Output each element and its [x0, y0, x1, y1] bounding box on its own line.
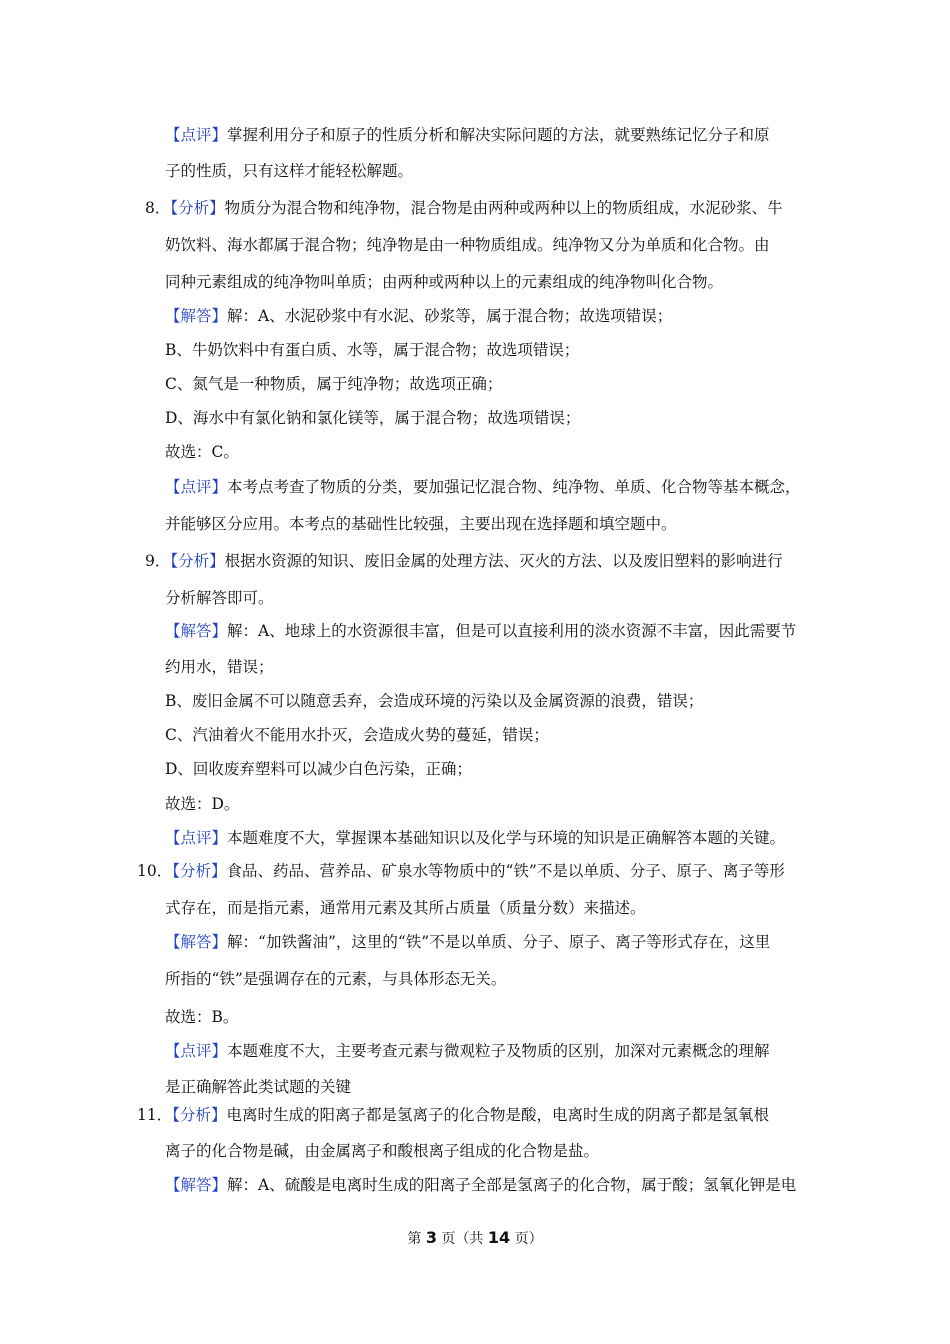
text-line — [165, 305, 672, 327]
page-footer — [0, 1228, 950, 1248]
line-text: 掌握利用分子和原子的性质分析和解决实际问题的方法，就要熟练记忆分子和原 — [227, 126, 770, 144]
section-tag: 【点评】 — [165, 126, 228, 144]
text-line — [165, 656, 274, 678]
text-line — [165, 124, 770, 146]
section-tag: 【解答】 — [165, 933, 228, 951]
line-text: 同种元素组成的纯净物叫单质；由两种或两种以上的元素组成的纯净物叫化合物。 — [165, 273, 724, 291]
text-line — [165, 897, 646, 919]
footer-total-pages: 14 — [487, 1228, 511, 1247]
text-line — [165, 587, 274, 609]
text-line — [137, 860, 785, 882]
text-line — [165, 373, 502, 395]
text-line — [165, 620, 796, 642]
text-line — [165, 1174, 796, 1196]
question-number: 8． — [145, 199, 171, 217]
line-text: 是正确解答此类试题的关键 — [165, 1078, 352, 1096]
section-tag: 【分析】 — [172, 862, 227, 880]
line-text: 故选：B。 — [165, 1008, 239, 1026]
line-text: 约用水，错误； — [165, 658, 274, 676]
footer-page-number: 3 — [425, 1228, 437, 1247]
text-line — [165, 407, 580, 429]
section-tag: 【分析】 — [172, 1106, 227, 1124]
line-text: 奶饮料、海水都属于混合物；纯净物是由一种物质组成。纯净物又分为单质和化合物。由 — [165, 236, 770, 254]
text-line — [165, 271, 723, 293]
section-tag: 【点评】 — [165, 1042, 228, 1060]
line-text: 食品、药品、营养品、矿泉水等物质中的“铁”不是以单质、分子、原子、离子等形 — [226, 862, 785, 880]
text-line — [165, 339, 579, 361]
line-text: D、海水中有氯化钠和氯化镁等，属于混合物；故选项错误； — [165, 409, 581, 427]
section-tag: 【解答】 — [165, 1176, 228, 1194]
text-line — [165, 827, 785, 849]
section-tag: 【解答】 — [165, 622, 228, 640]
line-text: 子的性质，只有这样才能轻松解题。 — [165, 162, 414, 180]
text-line — [165, 1006, 238, 1028]
line-text: 本考点考查了物质的分类，要加强记忆混合物、纯净物、单质、化合物等基本概念， — [227, 478, 801, 496]
text-line — [165, 931, 770, 953]
text-line — [165, 724, 549, 746]
line-text: 所指的“铁”是强调存在的元素，与具体形态无关。 — [165, 970, 507, 988]
line-text: 解：A、水泥砂浆中有水泥、砂浆等，属于混合物；故选项错误； — [227, 307, 673, 325]
line-text: 故选：C。 — [165, 443, 239, 461]
line-text: 解：A、地球上的水资源很丰富，但是可以直接利用的淡水资源不丰富，因此需要节 — [227, 622, 797, 640]
text-line — [165, 441, 239, 463]
section-tag: 【分析】 — [170, 552, 225, 570]
line-text: C、汽油着火不能用水扑灭，会造成火势的蔓延，错误； — [165, 726, 549, 744]
line-text: 并能够区分应用。本考点的基础性比较强，主要出现在选择题和填空题中。 — [165, 515, 677, 533]
line-text: 物质分为混合物和纯净物，混合物是由两种或两种以上的物质组成，水泥砂浆、牛 — [224, 199, 783, 217]
question-number: 9． — [145, 552, 171, 570]
text-line — [165, 690, 703, 712]
text-line — [145, 197, 783, 219]
text-line — [165, 1076, 351, 1098]
text-line — [165, 476, 801, 498]
text-line — [165, 1140, 599, 1162]
text-line — [165, 793, 239, 815]
line-text: 故选：D。 — [165, 795, 240, 813]
question-number: 10． — [137, 862, 173, 880]
line-text: B、牛奶饮料中有蛋白质、水等，属于混合物；故选项错误； — [165, 341, 580, 359]
text-line — [137, 1104, 769, 1126]
footer-middle: 页（共 — [436, 1231, 488, 1247]
text-line — [165, 1040, 770, 1062]
text-line — [165, 968, 506, 990]
line-text: 本题难度不大，掌握课本基础知识以及化学与环境的知识是正确解答本题的关键。 — [227, 829, 786, 847]
section-tag: 【点评】 — [165, 478, 228, 496]
line-text: 本题难度不大，主要考查元素与微观粒子及物质的区别，加深对元素概念的理解 — [227, 1042, 770, 1060]
line-text: 离子的化合物是碱，由金属离子和酸根离子组成的化合物是盐。 — [165, 1142, 600, 1160]
section-tag: 【解答】 — [165, 307, 228, 325]
footer-suffix: 页） — [510, 1231, 543, 1247]
line-text: B、废旧金属不可以随意丢弃，会造成环境的污染以及金属资源的浪费，错误； — [165, 692, 704, 710]
line-text: 根据水资源的知识、废旧金属的处理方法、灭火的方法、以及废旧塑料的影响进行 — [224, 552, 783, 570]
text-line — [145, 550, 783, 572]
line-text: 电离时生成的阳离子都是氢离子的化合物是酸，电离时生成的阴离子都是氢氧根 — [226, 1106, 770, 1124]
line-text: 解：“加铁酱油”，这里的“铁”不是以单质、分子、原子、离子等形式存在，这里 — [227, 933, 771, 951]
text-line — [165, 513, 677, 535]
text-line — [165, 758, 472, 780]
section-tag: 【点评】 — [165, 829, 228, 847]
text-line — [165, 160, 413, 182]
line-text: D、回收废弃塑料可以减少白色污染，正确； — [165, 760, 472, 778]
question-number: 11． — [137, 1106, 173, 1124]
line-text: 式存在，而是指元素，通常用元素及其所占质量（质量分数）来描述。 — [165, 899, 646, 917]
line-text: 解：A、硫酸是电离时生成的阳离子全部是氢离子的化合物，属于酸；氢氧化钾是电 — [227, 1176, 797, 1194]
text-line — [165, 234, 770, 256]
line-text: 分析解答即可。 — [165, 589, 274, 607]
line-text: C、氮气是一种物质，属于纯净物；故选项正确； — [165, 375, 503, 393]
footer-prefix: 第 — [407, 1231, 426, 1247]
section-tag: 【分析】 — [170, 199, 225, 217]
